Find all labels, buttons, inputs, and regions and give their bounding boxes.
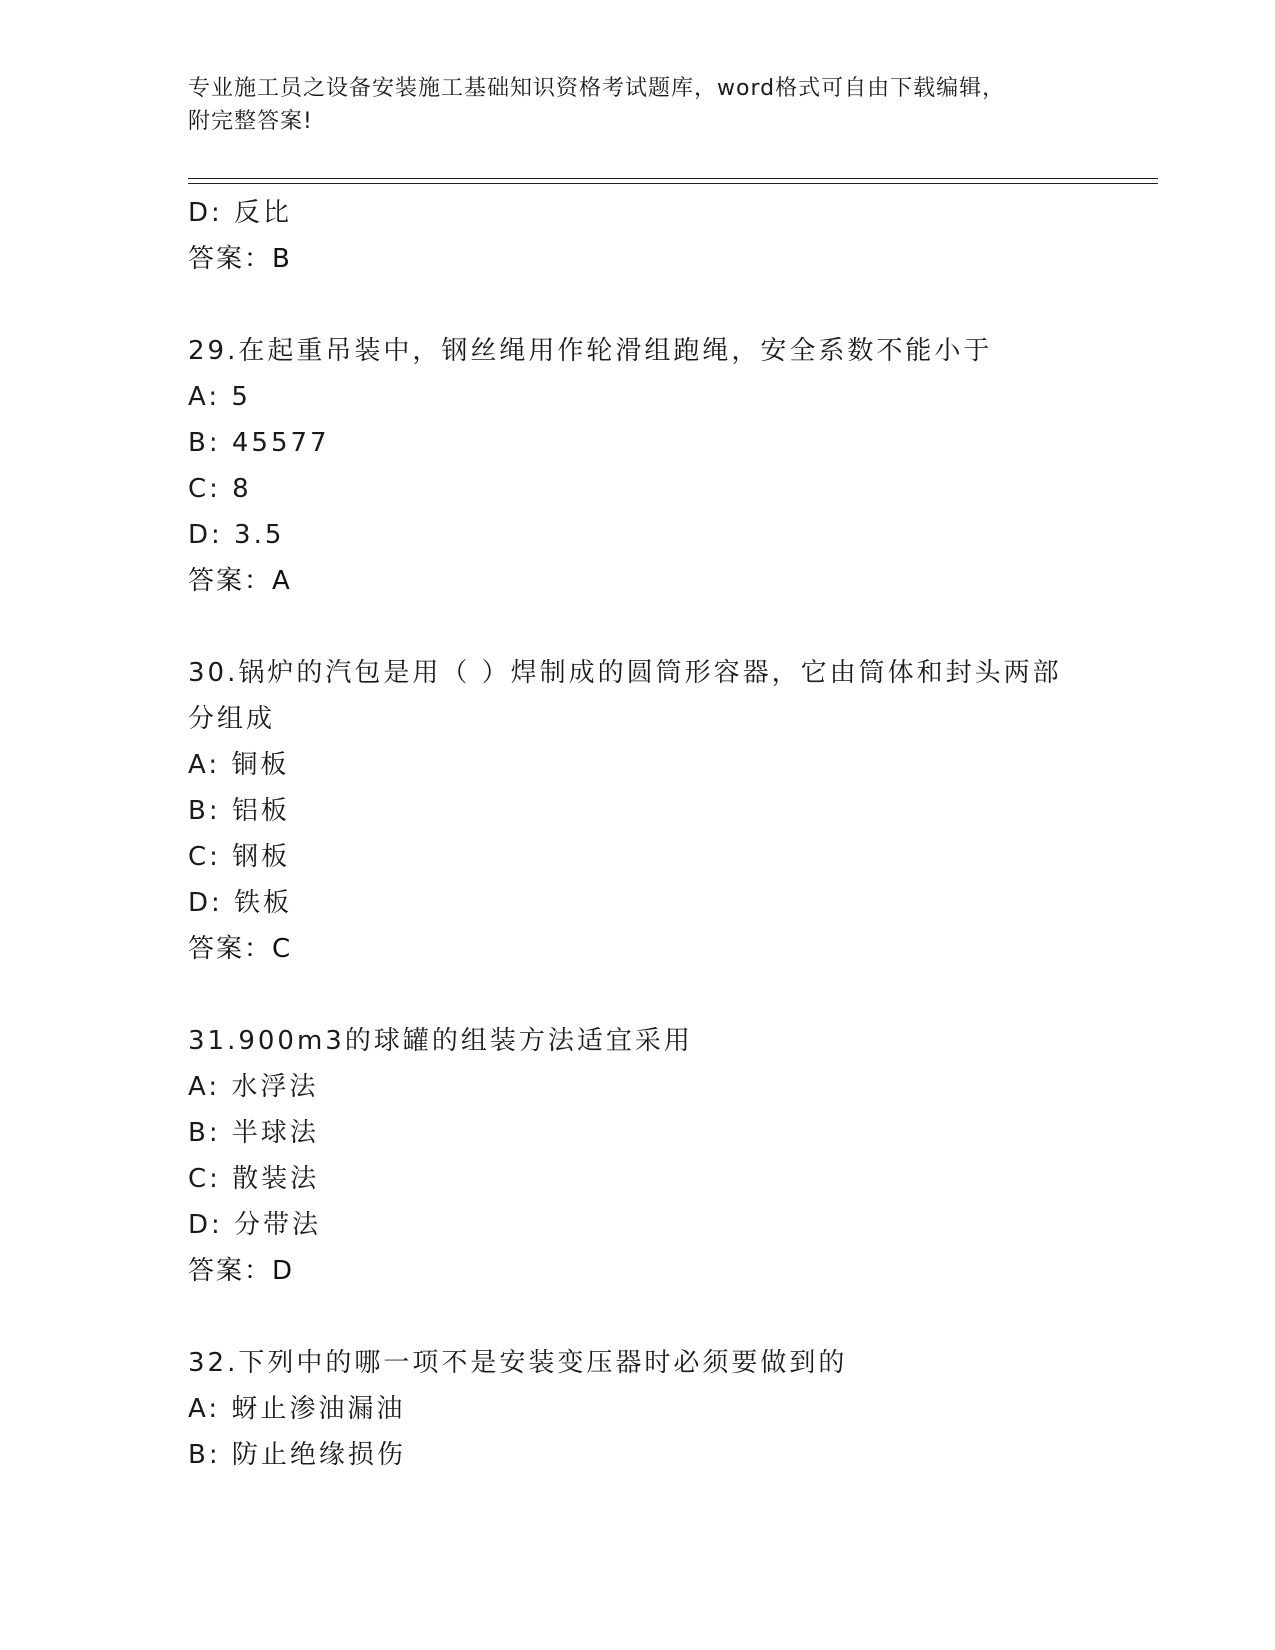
- option-d: D: 分带法: [188, 1210, 322, 1240]
- spacer: [188, 972, 1138, 1018]
- option-c: C: 散装法: [188, 1164, 320, 1194]
- header-divider-bottom: [188, 183, 1158, 184]
- document-body: [188, 190, 1138, 1478]
- option-d: D: 铁板: [188, 888, 293, 918]
- option-d: D: 3.5: [188, 520, 285, 550]
- header-line-2: 附完整答案!: [188, 109, 313, 134]
- option-b: B: 45577: [188, 428, 330, 458]
- option-b: B: 铝板: [188, 796, 290, 826]
- question-29: 29.在起重吊装中，钢丝绳用作轮滑组跑绳，安全系数不能小于: [188, 336, 993, 366]
- header-divider-top: [188, 178, 1158, 179]
- question-30-line-1: 30.锅炉的汽包是用（ ）焊制成的圆筒形容器，它由筒体和封头两部: [188, 658, 1062, 688]
- question-32: 32.下列中的哪一项不是安装变压器时必须要做到的: [188, 1348, 848, 1378]
- option-a: A: 水浮法: [188, 1072, 319, 1102]
- option-a: A: 5: [188, 382, 251, 412]
- option-a: A: 铜板: [188, 750, 290, 780]
- option-a: A: 蚜止渗油漏油: [188, 1394, 406, 1424]
- option-d: D: 反比: [188, 198, 293, 228]
- option-c: C: 8: [188, 474, 252, 504]
- answer-line: 答案：A: [188, 566, 292, 596]
- question-30-line-2: 分组成: [188, 704, 276, 734]
- header-line-1: 专业施工员之设备安装施工基础知识资格考试题库，word格式可自由下载编辑，: [188, 76, 1006, 101]
- answer-line: 答案：C: [188, 934, 293, 964]
- option-b: B: 半球法: [188, 1118, 319, 1148]
- option-b: B: 防止绝缘损伤: [188, 1440, 406, 1470]
- answer-line: 答案：B: [188, 244, 292, 274]
- question-31: 31.900m3的球罐的组装方法适宜采用: [188, 1026, 693, 1056]
- spacer: [188, 282, 1138, 328]
- spacer: [188, 1294, 1138, 1340]
- document-header: [188, 72, 1088, 138]
- answer-line: 答案：D: [188, 1256, 295, 1286]
- spacer: [188, 604, 1138, 650]
- option-c: C: 钢板: [188, 842, 291, 872]
